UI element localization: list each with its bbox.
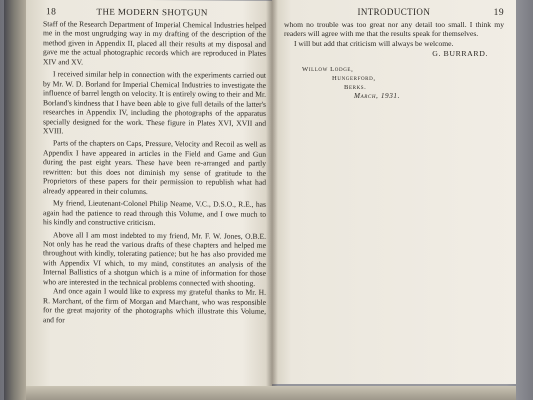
- paragraph: Above all I am most indebted to my friend, Mr. F. W. Jones, O.B.E. Not only has he read the various drafts of these chapters and helped me throughout with kindly, tolerating patience; but he has also provided me with Appendix VI which, to my mind, constitutes an analysis of the Internal Ballistics of a shotgun which is a mine of information for those who are interested in the technical problems connected with shooting.: [43, 229, 266, 288]
- book-edge: [4, 0, 28, 400]
- book-gutter: [266, 0, 278, 400]
- right-page-body: [272, 20, 516, 101]
- paragraph: whom no trouble was too great nor any detail too small. I think my readers will agree with me that the results speak for themselves.: [284, 20, 504, 39]
- right-page-header: [272, 0, 516, 20]
- left-page-body: [26, 19, 272, 326]
- paragraph: My friend, Lieutenant-Colonel Philip Neame, V.C., D.S.O., R.E., has again had the patience to read through this Volume, and I owe much to his kindly and constructive criticism.: [43, 198, 266, 228]
- right-page: [272, 0, 516, 384]
- left-page: [26, 0, 272, 400]
- address-line: Hungerford,: [332, 74, 376, 82]
- address-date: March, 1931.: [354, 91, 401, 100]
- paragraph: I received similar help in connection with the experiments carried out by Mr. W. D. Borland for Imperial Chemical Industries to investigate the influence of barrel length on velocity. It is entirely owing to their and Mr. Borland's kindness that I have been able to give full details of the latter's researches in Appendix IV, including the photographs of the apparatus specially designed for the work. These figure in Plates XVI, XVII and XVIII.: [43, 69, 266, 136]
- address-line: Berks.: [344, 83, 367, 91]
- paragraph: I will but add that criticism will always be welcome.: [294, 38, 454, 48]
- paragraph: Parts of the chapters on Caps, Pressure, Velocity and Recoil as well as Appendix I have appeared in articles in the Field and Game and Gun during the past eight years. These have been re-arranged and partly rewritten: but this does not diminish my sense of gratitude to the Proprietors of these papers for their permission to republish what had already appeared in their columns.: [43, 138, 266, 196]
- page-stack-edge: [26, 386, 516, 400]
- paragraph: And once again I would like to express my grateful thanks to Mr. H. R. Marchant, of the firm of Morgan and Marchant, who was responsible for the great majority of the photographs which illustrate this Volume, and for: [43, 286, 266, 325]
- right-running-head: INTRODUCTION: [357, 7, 431, 17]
- left-running-head: THE MODERN SHOTGUN: [96, 6, 208, 18]
- right-page-number: 19: [493, 8, 504, 18]
- left-page-number: 18: [46, 7, 57, 18]
- left-page-header: [26, 0, 272, 21]
- address-line: Willow Lodge,: [302, 65, 354, 73]
- author-signature: G. BURRARD.: [432, 49, 488, 59]
- paragraph: Staff of the Research Department of Imperial Chemical Industries helped me in the most ungrudging way in my drafting of the description of the method given in Appendix II, placed all their results at my disposal and gave me the actual photographic records which are reproduced in Plates XIV and XV.: [43, 19, 266, 67]
- address-block: [284, 65, 504, 101]
